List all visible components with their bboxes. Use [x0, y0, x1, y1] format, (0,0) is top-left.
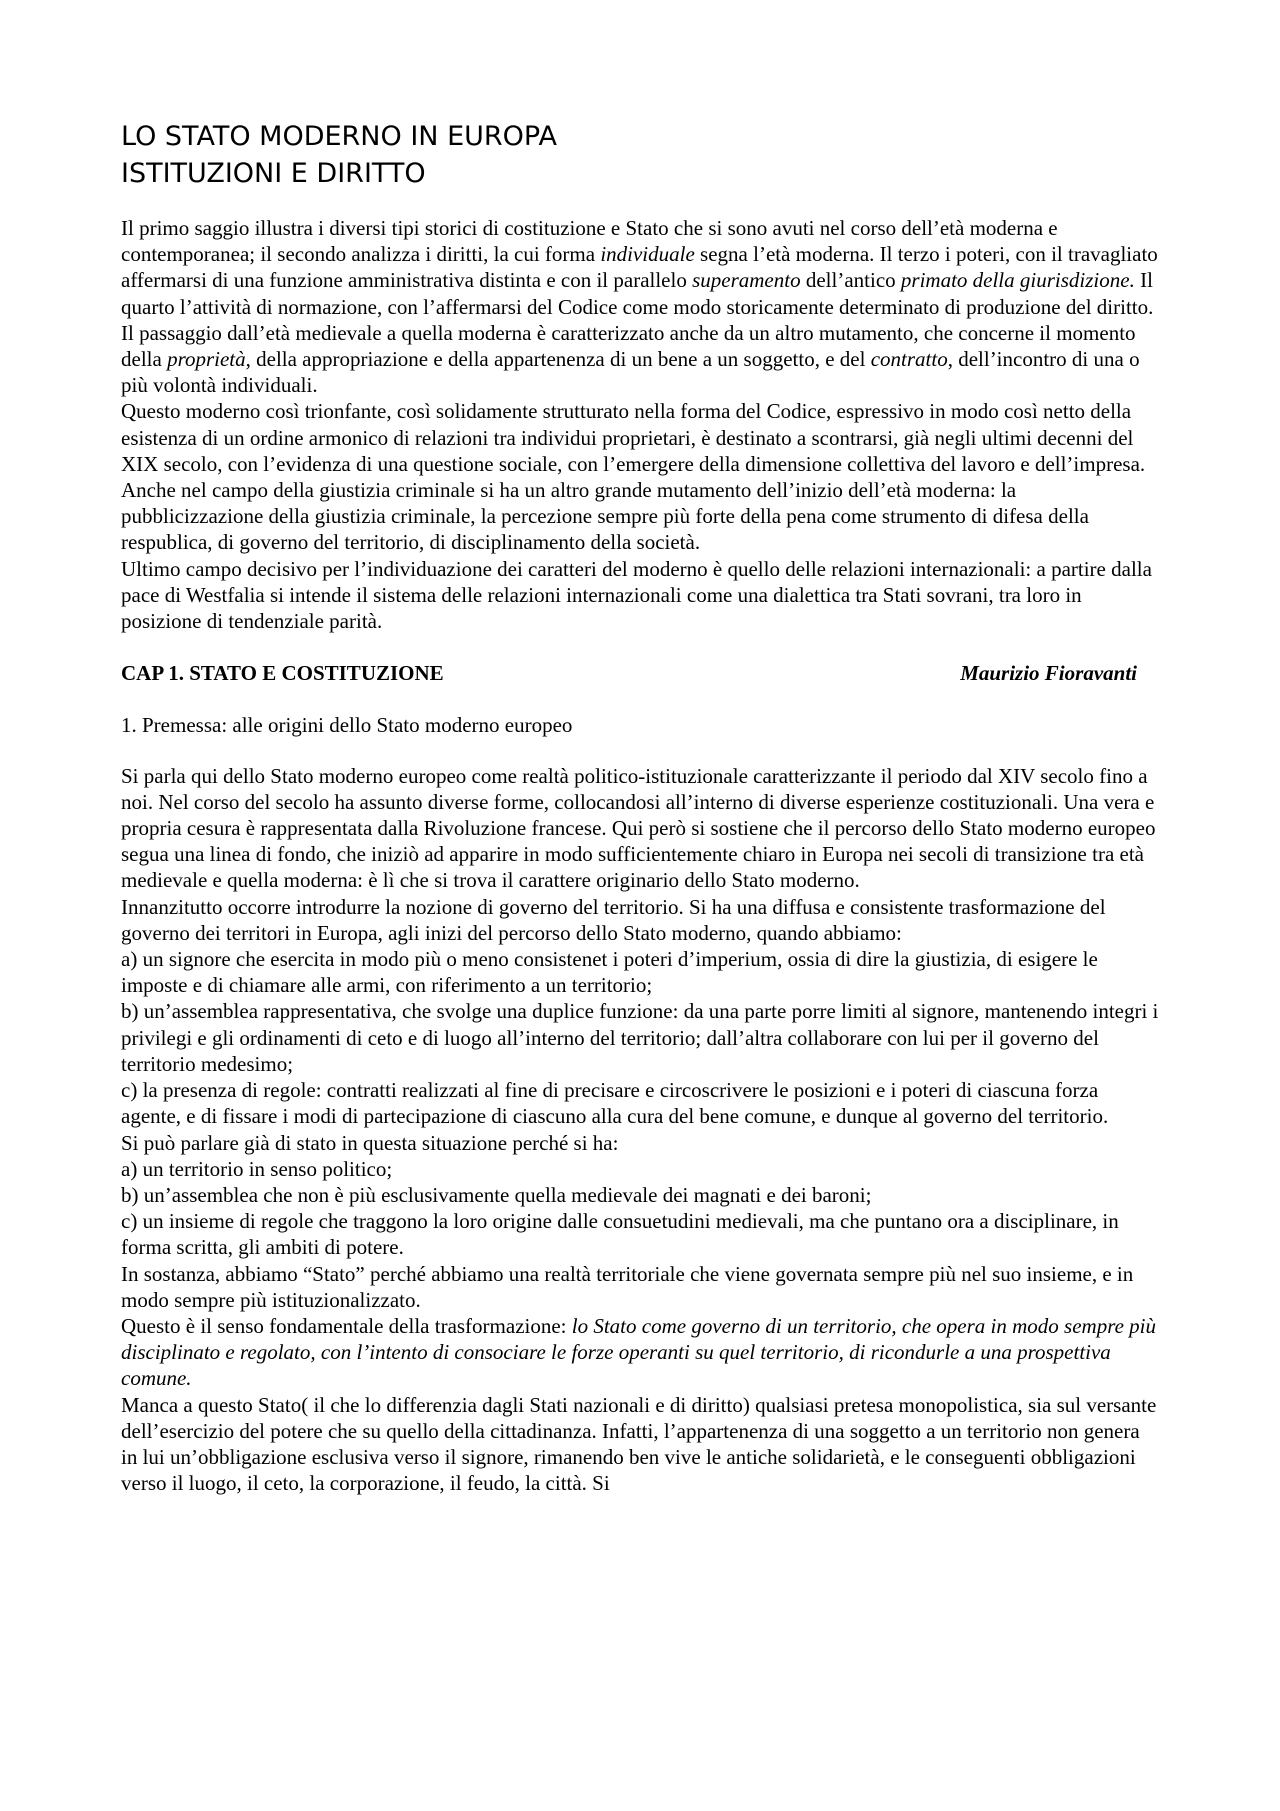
chapter-heading — [121, 660, 1137, 686]
text-run: dell’antico — [800, 268, 901, 293]
text-run: Il primo saggio illustra i diversi tipi storici di costituzione e Stato che si sono avuti nel corso dell’età moderna e contemporanea; il secondo analizza i diritti, la cui forma — [121, 216, 1058, 267]
body-paragraph-3: Si può parlare già di stato in questa situazione perché si ha: — [121, 1130, 619, 1155]
emphasis-text: individuale — [600, 242, 695, 267]
chapter-title: CAP 1. STATO E COSTITUZIONE — [121, 661, 444, 686]
intro-paragraph-2 — [121, 320, 1161, 399]
chapter-author: Maurizio Fioravanti — [960, 661, 1137, 686]
emphasis-text: contratto — [870, 347, 948, 372]
body-paragraph-2: Innanzitutto occorre introdurre la nozione di governo del territorio. Si ha una diffusa e consistente trasformazione del governo dei territori in Europa, agli inizi del percorso dello Stato moderno, quando abbiamo: — [121, 894, 1106, 945]
emphasis-text: lo Stato come governo di un territorio, che opera in modo sempre più disciplinato e regolato, con l’intento di consociare le forze operanti su quel territorio, di ricondurle a una prospettiva comune. — [121, 1313, 1156, 1391]
text-run: , della appropriazione e della appartenenza di un bene a un soggetto, e del — [245, 347, 871, 372]
intro-paragraph-3: Questo moderno così trionfante, così solidamente strutturato nella forma del Codice, espressivo in modo così netto della esistenza di un ordine armonico di relazioni tra individui proprietari, è destinato a scontrarsi, già negli ultimi decenni del XIX secolo, con l’evidenza di una questione sociale, con l’emergere della dimensione collettiva del lavoro e dell’impresa. — [121, 399, 1146, 476]
body-paragraph-4: In sostanza, abbiamo “Stato” perché abbiamo una realtà territoriale che viene governata sempre più nel suo insieme, e in modo sempre più istituzionalizzato. — [121, 1261, 1134, 1312]
section-title: 1. Premessa: alle origini dello Stato moderno europeo — [121, 713, 573, 738]
document-title — [121, 118, 1161, 192]
document-page — [121, 118, 1161, 1496]
list-item-c: c) la presenza di regole: contratti realizzati al fine di precisare e circoscrivere le posizioni e i poteri di ciascuna forza agente, e di fissare i modi di partecipazione di ciascuno alla cura del bene comune, e dunque al governo del territorio. — [121, 1078, 1109, 1129]
list-item-a: a) un territorio in senso politico; — [121, 1156, 393, 1181]
list-item-a: a) un signore che esercita in modo più o meno consistenet i poteri d’imperium, ossia di dire la giustizia, di esigere le imposte e di chiamare alle armi, con riferimento a un territorio; — [121, 947, 1098, 998]
emphasis-text: primato della giurisdizione. — [900, 268, 1135, 293]
emphasis-text: superamento — [692, 268, 801, 293]
list-item-b: b) un’assemblea che non è più esclusivamente quella medievale dei magnati e dei baroni; — [121, 1182, 872, 1207]
spacer — [121, 634, 1161, 660]
text-run: Il passaggio dall’età medievale a quella moderna è caratterizzato anche da un altro mutamento, che concerne il momento della — [121, 320, 1136, 372]
text-run: segna l’età moderna. Il terzo i poteri, con il travagliato affermarsi di una funzione amministrativa distinta e con il parallelo — [121, 242, 1158, 293]
title-line-2: ISTITUZIONI E DIRITTO — [121, 158, 426, 189]
emphasis-text: proprietà — [167, 347, 246, 372]
text-run: Il quarto l’attività di normazione, con l’affermarsi del Codice come modo storicamente determinato di produzione del diritto. — [121, 268, 1154, 319]
body-paragraph-1: Si parla qui dello Stato moderno europeo come realtà politico-istituzionale caratterizzante il periodo dal XIV secolo fino a noi. Nel corso del secolo ha assunto diverse forme, collocandosi all’interno di diverse esperienze costituzionali. Una vera e propria cesura è rappresentata dalla Rivoluzione francese. Qui però si sostiene che il percorso dello Stato moderno europeo segua una linea di fondo, che iniziò ad apparire in modo sufficientemente chiaro in Europa nei secoli di transizione tra età medievale e quella moderna: è lì che si trova il carattere originario dello Stato moderno. — [121, 763, 1156, 893]
intro-paragraph-5: Ultimo campo decisivo per l’individuazione dei caratteri del moderno è quello delle relazioni internazionali: a partire dalla pace di Westfalia si intende il sistema delle relazioni internazionali come una dialettica tra Stati sovrani, tra loro in posizione di tendenziale parità. — [121, 556, 1152, 634]
text-run: , dell’incontro di una o più volontà individuali. — [121, 347, 1140, 398]
text-run: Questo è il senso fondamentale della trasformazione: — [121, 1313, 572, 1338]
title-line-1: LO STATO MODERNO IN EUROPA — [121, 121, 557, 152]
intro-paragraph-4: Anche nel campo della giustizia criminale si ha un altro grande mutamento dell’inizio dell’età moderna: la pubblicizzazione della giustizia criminale, la percezione sempre più forte della pena come strumento di difesa della respublica, di governo del territorio, di disciplinamento della società. — [121, 478, 1089, 555]
intro-paragraph-1 — [121, 215, 1161, 320]
body-paragraph-5 — [121, 1313, 1161, 1392]
list-item-c: c) un insieme di regole che traggono la loro origine dalle consuetudini medievali, ma che puntano ora a disciplinare, in forma scritta, gli ambiti di potere. — [121, 1209, 1119, 1260]
list-item-b: b) un’assemblea rappresentativa, che svolge una duplice funzione: da una parte porre limiti al signore, mantenendo integri i privilegi e gli ordinamenti di ceto e di luogo all’interno del territorio; dall’altra collaborare con lui per il governo del territorio medesimo; — [121, 999, 1159, 1076]
body-paragraph-6: Manca a questo Stato( il che lo differenzia dagli Stati nazionali e di diritto) qualsiasi pretesa monopolistica, sia sul versante dell’esercizio del potere che su quello della cittadinanza. Infatti, l’appartenenza di una soggetto a un territorio non genera in lui un’obbligazione esclusiva verso il signore, rimanendo ben vive le antiche solidarietà, e le conseguenti obbligazioni verso il luogo, il ceto, la corporazione, il feudo, la città. Si — [121, 1392, 1157, 1496]
